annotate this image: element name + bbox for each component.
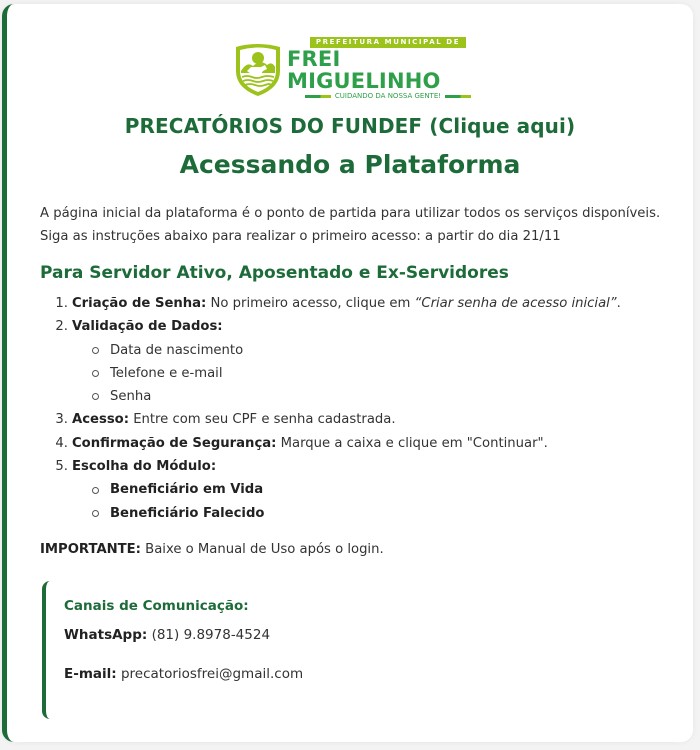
- step-item: [40, 315, 680, 338]
- email-line: [64, 666, 303, 682]
- intro-line-2: Siga as instruções abaixo para realizar o primeiro acesso: a partir do dia 21/11: [40, 229, 561, 244]
- content-card: [2, 4, 693, 742]
- communication-box: [42, 581, 682, 719]
- logo-wordmark: [287, 37, 489, 101]
- step-text: No primeiro acesso, clique em: [206, 296, 415, 311]
- step-italic-text: “Criar senha de acesso inicial”: [414, 296, 617, 311]
- logo-main-text: FREI MIGUELINHO: [287, 47, 441, 93]
- step-text-end: .: [616, 296, 621, 311]
- step-content: [72, 432, 548, 455]
- section-heading: Para Servidor Ativo, Aposentado e Ex-Servidores: [40, 263, 509, 283]
- step-content: [72, 408, 396, 431]
- step-label: Criação de Senha:: [72, 296, 207, 311]
- tagline-bar-left: [305, 95, 331, 98]
- steps-list: [40, 292, 680, 525]
- step-label: Acesso:: [72, 412, 129, 428]
- step-number: 3.: [55, 412, 68, 428]
- step-number: 1.: [55, 296, 68, 311]
- step-number: 2.: [55, 319, 68, 335]
- circle-bullet-icon: [92, 510, 99, 517]
- sub-list-item: [40, 362, 680, 385]
- sub-item-text: Beneficiário Falecido: [110, 505, 265, 521]
- step-content: [72, 292, 621, 315]
- email-address: precatoriosfrei@gmail.com: [116, 666, 304, 682]
- intro-paragraph: [40, 202, 680, 248]
- sub-list-item: [40, 478, 680, 501]
- step-label: Confirmação de Segurança:: [72, 435, 277, 451]
- circle-bullet-icon: [92, 370, 99, 377]
- communication-title: Canais de Comunicação:: [64, 598, 249, 614]
- circle-bullet-icon: [92, 393, 99, 400]
- step-number: 5.: [55, 459, 68, 475]
- step-text: Entre com seu CPF e senha cadastrada.: [129, 412, 396, 428]
- page-title: Acessando a Plataforma: [179, 150, 521, 179]
- circle-bullet-icon: [92, 487, 99, 494]
- email-label: E-mail:: [64, 666, 117, 682]
- sub-item-text: Telefone e e-mail: [110, 365, 223, 381]
- step-item: [40, 408, 680, 431]
- shield-emblem-icon: [233, 41, 283, 97]
- sub-list-item: [40, 385, 680, 408]
- important-text: Baixe o Manual de Uso após o login.: [140, 542, 384, 557]
- sub-item-text: Senha: [110, 389, 152, 405]
- logo-top-text: PREFEITURA MUNICIPAL DE: [310, 37, 466, 48]
- step-label: Escolha do Módulo:: [72, 459, 217, 475]
- step-label: Validação de Dados:: [72, 319, 223, 335]
- sub-item-text: Beneficiário em Vida: [110, 482, 264, 498]
- circle-bullet-icon: [92, 347, 99, 354]
- logo-tagline-text: CUIDANDO DA NOSSA GENTE!: [334, 92, 442, 100]
- step-number: 4.: [55, 435, 68, 451]
- important-label: IMPORTANTE:: [40, 542, 141, 557]
- step-text: Marque a caixa e clique em "Continuar".: [276, 435, 548, 451]
- tagline-bar-right: [445, 95, 471, 98]
- sub-list-item: [40, 339, 680, 362]
- prefeitura-logo: [233, 38, 489, 100]
- step-item: [40, 455, 680, 478]
- logo-tagline: [305, 92, 471, 101]
- fundef-link-title[interactable]: PRECATÓRIOS DO FUNDEF (Clique aqui): [124, 114, 576, 138]
- whatsapp-label: WhatsApp:: [64, 627, 148, 643]
- step-item: [40, 432, 680, 455]
- sub-item-text: Data de nascimento: [110, 342, 244, 358]
- whatsapp-number: (81) 9.8978-4524: [147, 627, 271, 643]
- important-note: [40, 542, 384, 557]
- whatsapp-line: [64, 627, 270, 643]
- sub-list-item: [40, 502, 680, 525]
- step-item: [40, 292, 680, 315]
- intro-line-1: A página inicial da plataforma é o ponto de partida para utilizar todos os serviços disponíveis.: [40, 206, 661, 221]
